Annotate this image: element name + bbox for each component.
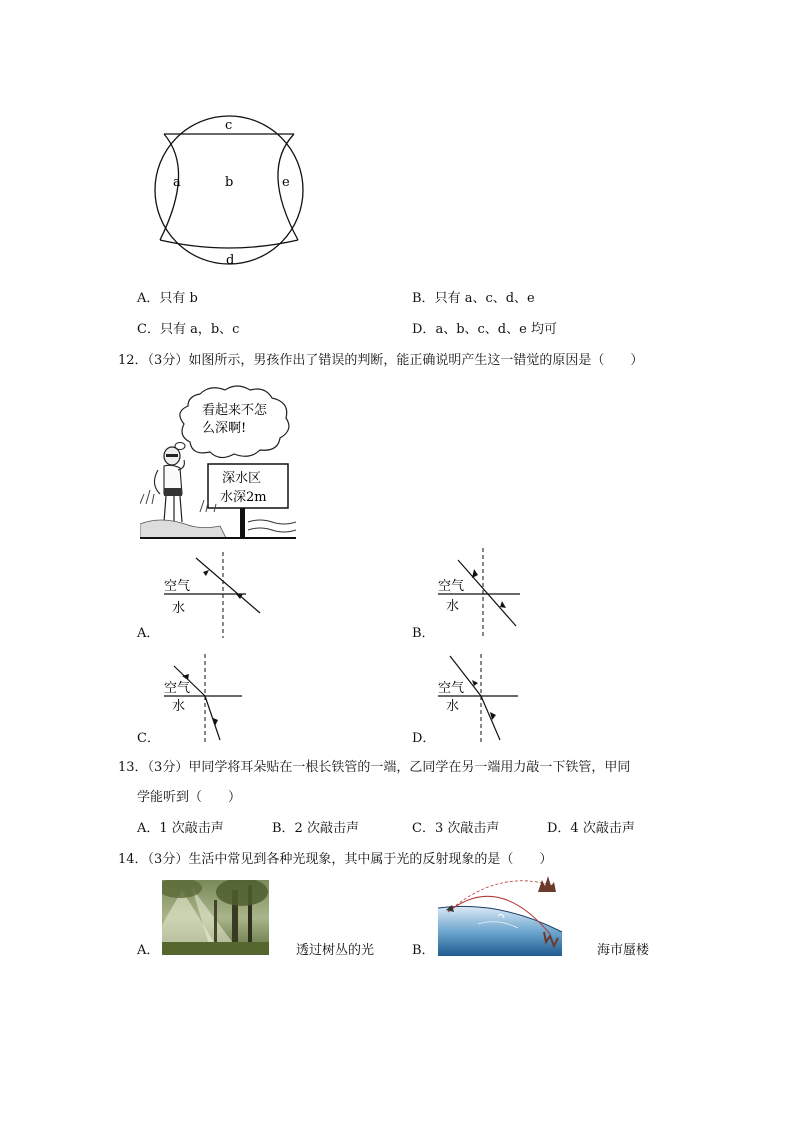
q12-option-c[interactable]: C． <box>137 731 160 746</box>
q12-option-a[interactable]: A． <box>137 626 160 641</box>
q11-option-a[interactable] <box>137 291 198 307</box>
refraction-diagram-a <box>160 552 270 642</box>
region-label-b: b <box>225 175 234 190</box>
q13-option-d[interactable]: D．4 次敲击声 <box>547 821 635 836</box>
label-air: 空气 <box>438 579 465 594</box>
option-text: 只有 a，b、c <box>159 322 240 337</box>
label-water: 水 <box>172 699 186 714</box>
refraction-diagram-b <box>434 546 544 638</box>
refraction-diagram-d <box>434 652 544 744</box>
label-water: 水 <box>172 601 186 616</box>
forest-light-photo <box>162 880 269 955</box>
q12-option-d[interactable]: D． <box>412 731 436 746</box>
q11-option-d[interactable] <box>412 322 557 338</box>
region-label-e: e <box>282 175 290 190</box>
q11-region-diagram <box>140 110 320 272</box>
region-label-c: c <box>225 118 233 133</box>
option-text: a、b、c、d、e 均可 <box>435 322 557 337</box>
label-water: 水 <box>446 599 460 614</box>
sign-text-line2: 水深2m <box>220 490 267 505</box>
q13-option-b[interactable]: B．2 次敲击声 <box>272 821 359 836</box>
option-letter: B． <box>412 291 435 306</box>
q14-option-b-caption: 海市蜃楼 <box>597 943 650 958</box>
thought-text-line2: 么深啊! <box>202 421 247 436</box>
label-air: 空气 <box>164 681 191 696</box>
q13-stem-line1: 13．（3分）甲同学将耳朵贴在一根长铁管的一端，乙同学在另一端用力敲一下铁管，甲同 <box>118 760 631 775</box>
option-text: 只有 a、c、d、e <box>434 291 535 306</box>
q12-option-b[interactable]: B． <box>412 626 435 641</box>
sign-text-line1: 深水区 <box>222 471 262 486</box>
refraction-diagram-c <box>160 652 270 744</box>
q13-option-c[interactable]: C．3 次敲击声 <box>412 821 500 836</box>
region-label-a: a <box>173 175 181 190</box>
mirage-illustration <box>438 872 562 956</box>
label-air: 空气 <box>164 579 191 594</box>
boy-cartoon-illustration <box>140 384 296 540</box>
label-air: 空气 <box>438 681 465 696</box>
q13-option-a[interactable]: A．1 次敲击声 <box>137 821 224 836</box>
q14-option-a-caption: 透过树丛的光 <box>296 943 375 958</box>
q11-option-c[interactable] <box>137 322 239 338</box>
q14-option-a-letter[interactable]: A． <box>137 943 160 958</box>
region-label-d: d <box>226 253 235 268</box>
option-letter: D． <box>412 322 436 337</box>
q12-stem: 12．（3分）如图所示，男孩作出了错误的判断，能正确说明产生这一错觉的原因是（ ） <box>118 353 644 368</box>
q11-option-b[interactable] <box>412 291 535 307</box>
option-text: 只有 b <box>159 291 198 306</box>
q14-option-b-letter[interactable]: B． <box>412 943 435 958</box>
thought-text-line1: 看起来不怎 <box>202 403 268 418</box>
option-letter: A． <box>137 291 160 306</box>
label-water: 水 <box>446 699 460 714</box>
option-letter: C． <box>137 322 160 337</box>
q13-stem-line2: 学能听到（ ） <box>137 790 242 805</box>
q14-stem: 14．（3分）生活中常见到各种光现象，其中属于光的反射现象的是（ ） <box>118 852 553 867</box>
